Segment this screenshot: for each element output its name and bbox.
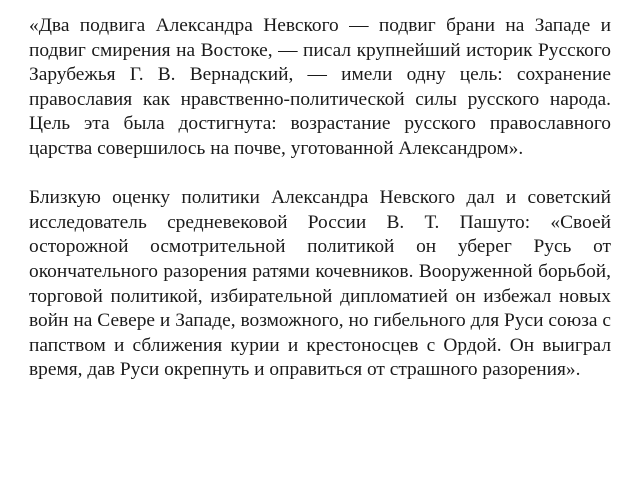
paragraph-pashuto-quote: Близкую оценку политики Александра Невского дал и советский исследователь средневековой России В. Т. Пашуто: «Своей осторожной осмотрительной политикой он уберег Русь от окончательного разорения ратями кочевников. Вооруженной борьбой, торговой политикой, избирательной дипломатией он избежал новых войн на Севере и Западе, возможного, но гибельного для Руси союза с папством и сближения курии и крестоносцев с Ордой. Он выиграл время, дав Руси окрепнуть и оправиться от страшного разорения». <box>29 187 611 381</box>
document-page <box>29 14 611 383</box>
paragraph-vernadsky-quote: «Два подвига Александра Невского — подвиг брани на Западе и подвиг смирения на Востоке, — писал крупнейший историк Русского Зарубежья Г. В. Вернадский, — имели одну цель: сохранение православия как нравственно-политической силы русского народа. Цель эта была достигнута: возрастание русского православного царства совершилось на почве, уготованной Александром». <box>29 15 611 159</box>
